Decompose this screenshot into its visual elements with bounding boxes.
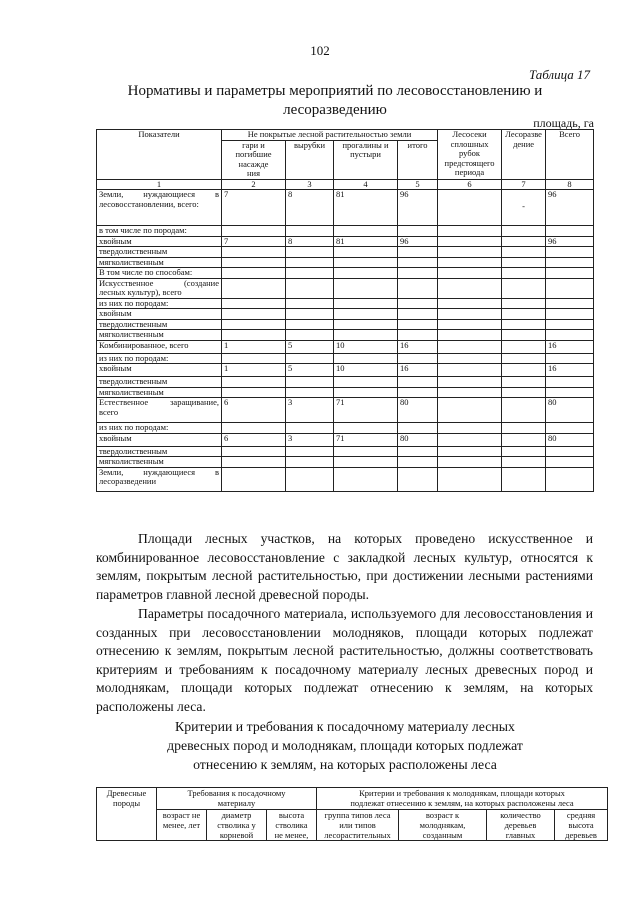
cell: 1 (222, 340, 286, 353)
table-row (97, 268, 594, 279)
row-label: Комбинированное, всего (97, 340, 222, 353)
header-diameter: диаметр стволика у корневой (207, 810, 267, 841)
cell: - (502, 190, 546, 226)
cell: 16 (546, 364, 594, 377)
table-row (97, 433, 594, 446)
cell: 7 (222, 236, 286, 247)
column-number: 2 (222, 179, 286, 190)
row-label: хвойным (97, 309, 222, 320)
cell: 8 (286, 236, 334, 247)
criteria-title-line: Критерии и требования к посадочному материалу лесных (175, 719, 515, 734)
cell: 7 (222, 190, 286, 226)
row-label: твердолиственным (97, 247, 222, 258)
column-number: 3 (286, 179, 334, 190)
criteria-header-row (97, 810, 608, 841)
table-row (97, 309, 594, 320)
header-clearcut: Лесосеки сплошных рубок предстоящего периода (438, 130, 502, 180)
column-number: 6 (438, 179, 502, 190)
table-title-line: лесоразведению (283, 102, 387, 118)
header-forest-group: группа типов леса или типов лесорастительных (317, 810, 399, 841)
header-burned: гари и погибшие насажде ния (222, 140, 286, 179)
table-row (97, 298, 594, 309)
paragraph-1 (96, 530, 593, 604)
cell: 6 (222, 433, 286, 446)
row-label: из них по породам: (97, 353, 222, 364)
table-row (97, 226, 594, 237)
column-number: 7 (502, 179, 546, 190)
table-row (97, 257, 594, 268)
header-planting-material: Требования к посадочному материалу (157, 788, 317, 810)
criteria-title (150, 717, 540, 774)
cell: 71 (334, 433, 398, 446)
row-label: из них по породам: (97, 298, 222, 309)
cell: 16 (546, 340, 594, 353)
criteria-title-line: древесных пород и молоднякам, площади которых подлежат (167, 738, 523, 753)
page-number: 102 (310, 43, 330, 58)
cell: 71 (334, 398, 398, 423)
header-tree-count: количество деревьев главных (487, 810, 555, 841)
header-species: Древесные породы (97, 788, 157, 841)
header-cuttings: вырубки (286, 140, 334, 179)
row-label: В том числе по способам: (97, 268, 222, 279)
table-row (97, 364, 594, 377)
header-age: возраст не менее, лет (157, 810, 207, 841)
cell: 8 (286, 190, 334, 226)
column-number: 8 (546, 179, 594, 190)
header-not-covered: Не покрытые лесной растительностью земли (222, 130, 438, 141)
row-label: Естественное заращивание, всего (97, 398, 222, 423)
table-row (97, 247, 594, 258)
table-row (97, 278, 594, 298)
row-label: твердолиственным (97, 446, 222, 457)
table-row (97, 340, 594, 353)
cell: 16 (398, 364, 438, 377)
table-title (100, 82, 570, 120)
units-label: площадь, га (533, 116, 594, 130)
cell: 6 (222, 398, 286, 423)
cell: 96 (398, 190, 438, 226)
criteria-header-row (97, 788, 608, 810)
cell: 96 (398, 236, 438, 247)
row-label: мягколиственным (97, 257, 222, 268)
header-indicators: Показатели (97, 130, 222, 180)
cell: 80 (546, 398, 594, 423)
row-label: в том числе по породам: (97, 226, 222, 237)
cell: 16 (398, 340, 438, 353)
cell: 3 (286, 398, 334, 423)
table-title-line: Нормативы и параметры мероприятий по лесовосстановлению и (127, 83, 543, 99)
table-label: Таблица 17 (528, 67, 590, 82)
table-row (97, 190, 594, 226)
row-label: хвойным (97, 364, 222, 377)
row-label: твердолиственным (97, 319, 222, 330)
paragraph-text: Параметры посадочного материала, используемого для лесовосстановления и созданных при лесовосстановлении молодняков, площади которых подлежат отнесению к землям, покрытым лесной растительностью, должны соответствовать критериям и требованиям к посадочному материалу лесных древесных пород и молоднякам, площади которых подлежат отнесению к землям, на которых расположены леса. (96, 606, 593, 714)
row-label: мягколиственным (97, 330, 222, 341)
cell: 5 (286, 340, 334, 353)
header-subtotal: итого (398, 140, 438, 179)
cell: 80 (546, 433, 594, 446)
paragraph-2 (96, 605, 593, 716)
table-row (97, 353, 594, 364)
column-number: 4 (334, 179, 398, 190)
header-average-height: средняя высота деревьев (555, 810, 608, 841)
header-total: Всего (546, 130, 594, 180)
row-label: из них по породам: (97, 423, 222, 434)
cell: 96 (546, 190, 594, 226)
table-row (97, 467, 594, 491)
cell: 5 (286, 364, 334, 377)
column-number-row (97, 179, 594, 190)
header-young-stands-criteria: Критерии и требования к молоднякам, площади которых подлежат отнесению к землям, на которых расположены леса (317, 788, 608, 810)
row-label: Земли, нуждающиеся в лесовосстановлении, всего: (97, 190, 222, 226)
table-row (97, 423, 594, 434)
cell: 3 (286, 433, 334, 446)
row-label: мягколиственным (97, 387, 222, 398)
cell: 10 (334, 364, 398, 377)
row-label: Земли, нуждающиеся в лесоразведении (97, 467, 222, 491)
table-row (97, 319, 594, 330)
cell: 96 (546, 236, 594, 247)
cell: 81 (334, 190, 398, 226)
header-height: высота стволика не менее, (267, 810, 317, 841)
criteria-title-line: отнесению к землям, на которых расположены леса (193, 757, 497, 772)
header-afforestation: Лесоразве дение (502, 130, 546, 180)
cell (438, 190, 502, 226)
table-row (97, 377, 594, 388)
table-row (97, 457, 594, 468)
table-row (97, 446, 594, 457)
table-row (97, 398, 594, 423)
cell: 80 (398, 398, 438, 423)
row-label: хвойным (97, 433, 222, 446)
header-young-age: возраст к молоднякам, созданным (399, 810, 487, 841)
measures-table (96, 129, 594, 492)
row-label: мягколиственным (97, 457, 222, 468)
cell: 81 (334, 236, 398, 247)
paragraph-text: Площади лесных участков, на которых проведено искусственное и комбинированное лесовосстановление с закладкой лесных культур, относятся к землям, покрытым лесной растительностью, при достижении лесными растениями параметров главной лесной древесной породы. (96, 531, 593, 602)
column-number: 1 (97, 179, 222, 190)
column-number: 5 (398, 179, 438, 190)
table-row (97, 387, 594, 398)
criteria-table (96, 787, 608, 841)
cell: 1 (222, 364, 286, 377)
row-label: хвойным (97, 236, 222, 247)
header-glades: прогалины и пустыри (334, 140, 398, 179)
table-row (97, 330, 594, 341)
row-label: Искусственное (создание лесных культур), всего (97, 278, 222, 298)
cell: 10 (334, 340, 398, 353)
table-header-row (97, 130, 594, 141)
cell: 80 (398, 433, 438, 446)
row-label: твердолиственным (97, 377, 222, 388)
table-row (97, 236, 594, 247)
